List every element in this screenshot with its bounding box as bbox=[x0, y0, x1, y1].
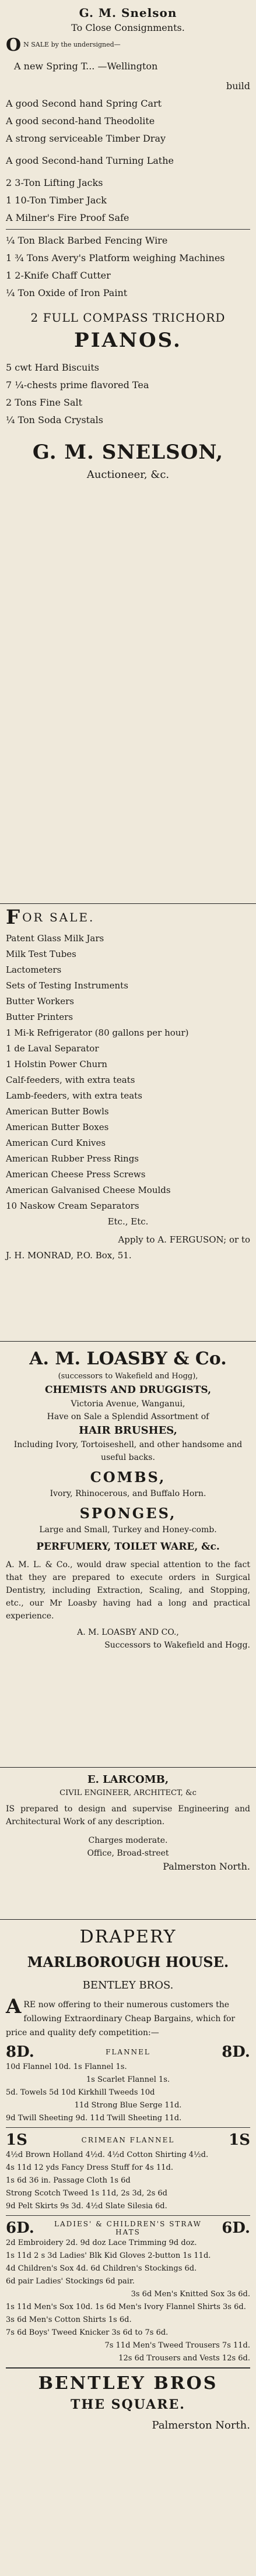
intro-text: RE now offering to their numerous customers the following Extraordinary Cheap Bargains, which for price and quality defy competition:— bbox=[6, 2000, 236, 2037]
section-line: 6d pair Ladies' Stockings 6d pair. bbox=[6, 2277, 135, 2286]
loasby-advert bbox=[0, 1342, 256, 1768]
ad-address: Victoria Avenue, Wanganui, bbox=[71, 1399, 185, 1409]
list-item: 2 FULL COMPASS TRICHORD bbox=[30, 311, 226, 325]
section-price-left: 6D. bbox=[6, 2219, 34, 2237]
item-list bbox=[6, 58, 250, 429]
price-section bbox=[6, 2043, 250, 2125]
list-item: American Galvanised Cheese Moulds bbox=[6, 1185, 171, 1195]
list-item: Milk Test Tubes bbox=[6, 949, 76, 959]
snelson-advert bbox=[0, 0, 256, 904]
list-item: 7 ¼-chests prime flavored Tea bbox=[6, 379, 149, 390]
section-line: 1s 11d 2 s 3d Ladies' Blk Kid Gloves 2-button 1s 11d. bbox=[6, 2251, 211, 2260]
footer-town: Palmerston North. bbox=[152, 2419, 250, 2431]
section-line: 11d Strong Blue Serge 11d. bbox=[74, 2101, 182, 2110]
ad-name: G. M. SNELSON, bbox=[32, 441, 224, 464]
drop-cap: A bbox=[6, 1995, 22, 2018]
list-item: 1 2-Knife Chaff Cutter bbox=[6, 270, 111, 281]
section-line: 4d Children's Sox 4d. 6d Children's Stockings 6d. bbox=[6, 2264, 197, 2273]
section-line: 7s 11d Men's Tweed Trousers 7s 11d. bbox=[104, 2341, 250, 2350]
section-line: 5d. Towels 5d 10d Kirkhill Tweeds 10d bbox=[6, 2088, 155, 2097]
section-line: 9d Twill Sheeting 9d. 11d Twill Sheeting 11d. bbox=[6, 2114, 182, 2123]
section-price-right: 1S bbox=[229, 2131, 250, 2149]
ad-role: Auctioneer, &c. bbox=[86, 469, 170, 481]
list-item: PIANOS. bbox=[74, 329, 182, 352]
ad-firm: BENTLEY BROS. bbox=[82, 1979, 174, 1991]
list-item: 1 de Laval Separator bbox=[6, 1043, 99, 1054]
list-item: build bbox=[226, 80, 250, 92]
list-item: Lactometers bbox=[6, 965, 62, 975]
section-price-left: 1S bbox=[6, 2131, 27, 2149]
ad-town: Palmerston North. bbox=[163, 1861, 250, 1872]
ad-subtitle: To Close Consignments. bbox=[71, 22, 185, 33]
section-line: 3s 6d Men's Cotton Shirts 1s 6d. bbox=[6, 2315, 132, 2324]
section-line: 1s Scarlet Flannel 1s. bbox=[86, 2075, 170, 2084]
list-item: 1 10-Ton Timber Jack bbox=[6, 195, 107, 206]
list-item: American Cheese Press Screws bbox=[6, 1169, 146, 1180]
list-item: 5 cwt Hard Biscuits bbox=[6, 362, 100, 373]
drapery-advert bbox=[0, 1920, 256, 2576]
list-item: A good Second hand Spring Cart bbox=[6, 98, 162, 109]
ad-sign-name: A. M. LOASBY AND CO., bbox=[77, 1628, 179, 1637]
section-line: 12s 6d Trousers and Vests 12s 6d. bbox=[118, 2354, 250, 2363]
list-item: 1 Holstin Power Churn bbox=[6, 1059, 107, 1069]
section-line: 7s 6d Boys' Tweed Knicker 3s 6d to 7s 6d. bbox=[6, 2328, 169, 2337]
footer-firm: BENTLEY BROS bbox=[38, 2373, 218, 2394]
section-line: 4s 11d 12 yds Fancy Dress Stuff for 4s 11d. bbox=[6, 2163, 173, 2172]
section-line: 1s 6d 36 in. Passage Cloth 1s 6d bbox=[6, 2176, 131, 2185]
list-item: 2 3-Ton Lifting Jacks bbox=[6, 177, 103, 188]
ad-title: G. M. Snelson bbox=[79, 6, 177, 20]
list-item: American Rubber Press Rings bbox=[6, 1153, 139, 1164]
list-item: A good second-hand Theodolite bbox=[6, 115, 155, 126]
section-line: 3s 6d Men's Knitted Sox 3s 6d. bbox=[131, 2290, 250, 2299]
list-item: ¼ Ton Oxide of Iron Paint bbox=[6, 287, 128, 298]
section-line: 9d Pelt Skirts 9s 3d. 4½d Slate Silesia 6d. bbox=[6, 2202, 167, 2211]
ad-charges: Charges moderate. bbox=[88, 1836, 168, 1845]
list-item: 10 Naskow Cream Separators bbox=[6, 1201, 139, 1211]
footer-place: THE SQUARE. bbox=[71, 2397, 185, 2412]
list-item: A new Spring T... —Wellington bbox=[14, 61, 158, 72]
ad-combs-desc: Ivory, Rhinocerous, and Buffalo Horn. bbox=[50, 1489, 206, 1498]
list-item: ¼ Ton Soda Crystals bbox=[6, 414, 103, 425]
ad-trade: CHEMISTS AND DRUGGISTS, bbox=[44, 1384, 212, 1396]
section-title: LADIES' & CHILDREN'S STRAW HATS bbox=[54, 2220, 202, 2236]
section-line: 2d Embroidery 2d. 9d doz Lace Trimming 9d doz. bbox=[6, 2239, 197, 2247]
section-line: 4½d Brown Holland 4½d. 4½d Cotton Shirting 4½d. bbox=[6, 2151, 209, 2159]
ad-profession: CIVIL ENGINEER, ARCHITECT, &c bbox=[59, 1789, 197, 1797]
forsale-advert bbox=[0, 904, 256, 1342]
section-line: 10d Flannel 10d. 1s Flannel 1s. bbox=[6, 2063, 127, 2071]
list-item: Butter Printers bbox=[6, 1012, 73, 1022]
section-price-right: 6D. bbox=[222, 2219, 250, 2237]
list-item: A strong serviceable Timber Dray bbox=[6, 133, 166, 144]
list-item: American Curd Knives bbox=[6, 1138, 106, 1148]
section-title: FLANNEL bbox=[106, 2048, 150, 2056]
section-price-right: 8D. bbox=[222, 2043, 250, 2061]
drop-cap: O bbox=[6, 35, 22, 55]
list-item: Lamb-feeders, with extra teats bbox=[6, 1090, 142, 1101]
ad-body: IS prepared to design and supervise Engineering and Architectural Work of any description. bbox=[6, 1804, 250, 1827]
ad-house: MARLBOROUGH HOUSE. bbox=[27, 1954, 229, 1970]
ad-brushes-desc: Including Ivory, Tortoiseshell, and other handsome and useful backs. bbox=[13, 1440, 243, 1462]
list-item: Etc., Etc. bbox=[107, 1216, 149, 1227]
ad-sponges: SPONGES, bbox=[79, 1505, 177, 1522]
item-list bbox=[6, 931, 250, 1230]
ad-heading: OR SALE. bbox=[22, 910, 95, 924]
list-item: 2 Tons Fine Salt bbox=[6, 397, 83, 408]
ad-combs: COMBS, bbox=[90, 1469, 166, 1486]
ad-brushes: HAIR BRUSHES, bbox=[79, 1424, 177, 1437]
ad-stock: Have on Sale a Splendid Assortment of bbox=[47, 1412, 209, 1421]
ad-notice: A. M. L. & Co., would draw special attention to the fact that they are prepared to execute orders in Surgical Dentistry, including Extraction, Scaling, and Stopping, etc., our Mr Loasby having had a long and practical experience. bbox=[6, 1560, 250, 1621]
ad-name: E. LARCOMB, bbox=[87, 1773, 169, 1786]
price-section bbox=[6, 2219, 250, 2365]
apply-line: Apply to A. FERGUSON; or to bbox=[118, 1234, 250, 1245]
list-item: 1 Mi-k Refrigerator (80 gallons per hour) bbox=[6, 1027, 189, 1038]
price-section bbox=[6, 2131, 250, 2213]
larcomb-advert bbox=[0, 1768, 256, 1920]
list-item: A good Second-hand Turning Lathe bbox=[6, 155, 174, 166]
list-item: American Butter Boxes bbox=[6, 1122, 109, 1132]
list-item: Butter Workers bbox=[6, 996, 74, 1007]
drop-cap: F bbox=[6, 906, 20, 929]
section-line: Strong Scotch Tweed 1s 11d, 2s 3d, 2s 6d bbox=[6, 2189, 167, 2198]
ad-heading: DRAPERY bbox=[79, 1927, 177, 1947]
ad-title: A. M. LOASBY & Co. bbox=[29, 1349, 227, 1369]
list-item: ¼ Ton Black Barbed Fencing Wire bbox=[6, 235, 168, 246]
ad-sponges-desc: Large and Small, Turkey and Honey-comb. bbox=[39, 1525, 217, 1535]
ad-sign-successors: Successors to Wakefield and Hogg. bbox=[104, 1641, 250, 1650]
section-price-left: 8D. bbox=[6, 2043, 34, 2061]
list-item: A Milner's Fire Proof Safe bbox=[6, 212, 129, 223]
list-item: Patent Glass Milk Jars bbox=[6, 933, 104, 944]
ad-successors: (successors to Wakefield and Hogg), bbox=[58, 1372, 198, 1381]
intro-text: N SALE by the undersigned— bbox=[23, 41, 121, 48]
section-line: 1s 11d Men's Sox 10d. 1s 6d Men's Ivory Flannel Shirts 3s 6d. bbox=[6, 2303, 246, 2311]
list-item: Sets of Testing Instruments bbox=[6, 980, 128, 991]
list-item: Calf-feeders, with extra teats bbox=[6, 1075, 135, 1085]
ad-office: Office, Broad-street bbox=[87, 1849, 169, 1858]
list-item: 1 ¾ Tons Avery's Platform weighing Machines bbox=[6, 252, 225, 263]
section-title: CRIMEAN FLANNEL bbox=[81, 2136, 175, 2144]
agent-line: J. H. MONRAD, P.O. Box, 51. bbox=[6, 1250, 132, 1261]
list-item: American Butter Bowls bbox=[6, 1106, 109, 1117]
ad-perfumery: PERFUMERY, TOILET WARE, &c. bbox=[36, 1541, 220, 1553]
